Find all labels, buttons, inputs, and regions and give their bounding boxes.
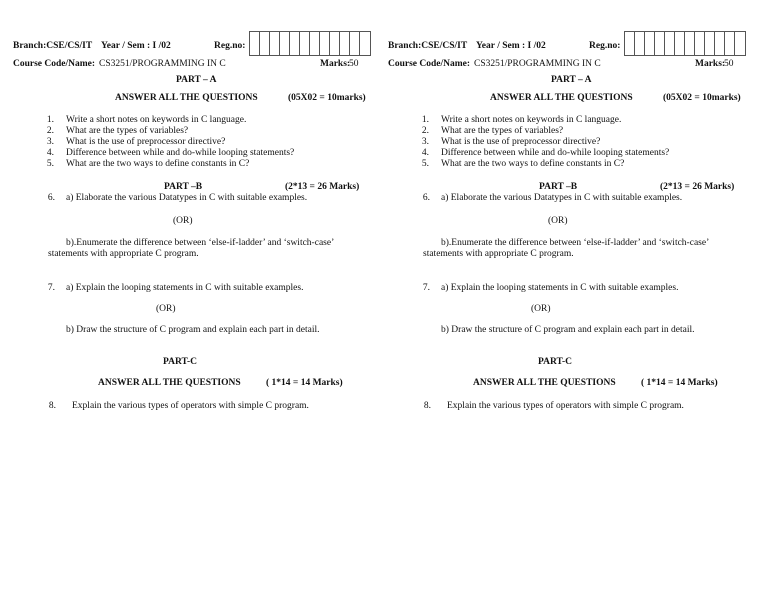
part-c-instruction: ANSWER ALL THE QUESTIONS (473, 378, 616, 388)
question-7a: a) Explain the looping statements in C with suitable examples. (441, 283, 679, 293)
or-separator: (OR) (156, 304, 176, 314)
question-number: 6. (47, 193, 55, 203)
question-number: 8. (423, 401, 431, 411)
question-6b: b).Enumerate the difference between ‘else-if-ladder’ and ‘switch-case’ (441, 238, 710, 248)
question-number: 1. (421, 115, 429, 125)
question-text: What are the types of variables? (66, 126, 189, 136)
branch-label: Branch:CSE/CS/IT (13, 41, 93, 51)
question-number: 7. (47, 283, 55, 293)
question-text: Write a short notes on keywords in C language. (441, 115, 622, 125)
marks-value: 50 (724, 59, 734, 69)
question-text: Difference between while and do-while looping statements? (66, 148, 295, 158)
course-label: Course Code/Name: (13, 59, 96, 69)
question-number: 7. (422, 283, 430, 293)
part-b-marks: (2*13 = 26 Marks) (285, 182, 360, 192)
question-text: What is the use of preprocessor directive? (66, 137, 226, 147)
question-6b-continued: statements with appropriate C program. (48, 249, 199, 259)
question-number: 2. (421, 126, 429, 136)
question-number: 8. (48, 401, 56, 411)
part-c-title: PART-C (538, 357, 572, 367)
part-a-instruction: ANSWER ALL THE QUESTIONS (490, 93, 633, 103)
branch-label: Branch:CSE/CS/IT (388, 41, 468, 51)
reg-no-boxes (624, 31, 746, 56)
year-sem-label: Year / Sem : I /02 (476, 41, 546, 51)
part-a-instruction: ANSWER ALL THE QUESTIONS (115, 93, 258, 103)
question-text: What are the two ways to define constants in C? (441, 159, 625, 169)
question-text: What is the use of preprocessor directive? (441, 137, 601, 147)
question-number: 4. (421, 148, 429, 158)
part-a-marks: (05X02 = 10marks) (288, 93, 366, 103)
part-c-instruction: ANSWER ALL THE QUESTIONS (98, 378, 241, 388)
question-6b: b).Enumerate the difference between ‘else-if-ladder’ and ‘switch-case’ (66, 238, 335, 248)
question-6a: a) Elaborate the various Datatypes in C with suitable examples. (66, 193, 308, 203)
reg-no-boxes (249, 31, 371, 56)
part-a-title: PART – A (176, 75, 217, 85)
question-8: Explain the various types of operators with simple C program. (447, 401, 684, 411)
question-paper-right (375, 0, 750, 594)
question-number: 5. (46, 159, 54, 169)
part-b-title: PART –B (164, 182, 203, 192)
course-value: CS3251/PROGRAMMING IN C (474, 59, 601, 69)
question-number: 2. (46, 126, 54, 136)
question-8: Explain the various types of operators with simple C program. (72, 401, 309, 411)
marks-value: 50 (349, 59, 359, 69)
question-text: What are the types of variables? (441, 126, 564, 136)
question-paper-left (0, 0, 375, 594)
question-6b-continued: statements with appropriate C program. (423, 249, 574, 259)
course-value: CS3251/PROGRAMMING IN C (99, 59, 226, 69)
question-7a: a) Explain the looping statements in C with suitable examples. (66, 283, 304, 293)
or-separator: (OR) (173, 216, 193, 226)
question-7b: b) Draw the structure of C program and explain each part in detail. (66, 325, 320, 335)
question-number: 6. (422, 193, 430, 203)
marks-label: Marks: (695, 59, 726, 69)
question-number: 4. (46, 148, 54, 158)
part-c-title: PART-C (163, 357, 197, 367)
or-separator: (OR) (548, 216, 568, 226)
part-b-marks: (2*13 = 26 Marks) (660, 182, 735, 192)
question-number: 3. (421, 137, 429, 147)
question-number: 5. (421, 159, 429, 169)
question-number: 1. (46, 115, 54, 125)
question-text: Write a short notes on keywords in C language. (66, 115, 247, 125)
year-sem-label: Year / Sem : I /02 (101, 41, 171, 51)
part-a-marks: (05X02 = 10marks) (663, 93, 741, 103)
question-6a: a) Elaborate the various Datatypes in C with suitable examples. (441, 193, 683, 203)
or-separator: (OR) (531, 304, 551, 314)
reg-no-label: Reg.no: (214, 41, 246, 51)
part-c-marks: ( 1*14 = 14 Marks) (641, 378, 718, 388)
question-text: Difference between while and do-while looping statements? (441, 148, 670, 158)
question-7b: b) Draw the structure of C program and explain each part in detail. (441, 325, 695, 335)
question-number: 3. (46, 137, 54, 147)
marks-label: Marks: (320, 59, 351, 69)
reg-no-label: Reg.no: (589, 41, 621, 51)
part-a-title: PART – A (551, 75, 592, 85)
course-label: Course Code/Name: (388, 59, 471, 69)
question-text: What are the two ways to define constants in C? (66, 159, 250, 169)
part-c-marks: ( 1*14 = 14 Marks) (266, 378, 343, 388)
part-b-title: PART –B (539, 182, 578, 192)
